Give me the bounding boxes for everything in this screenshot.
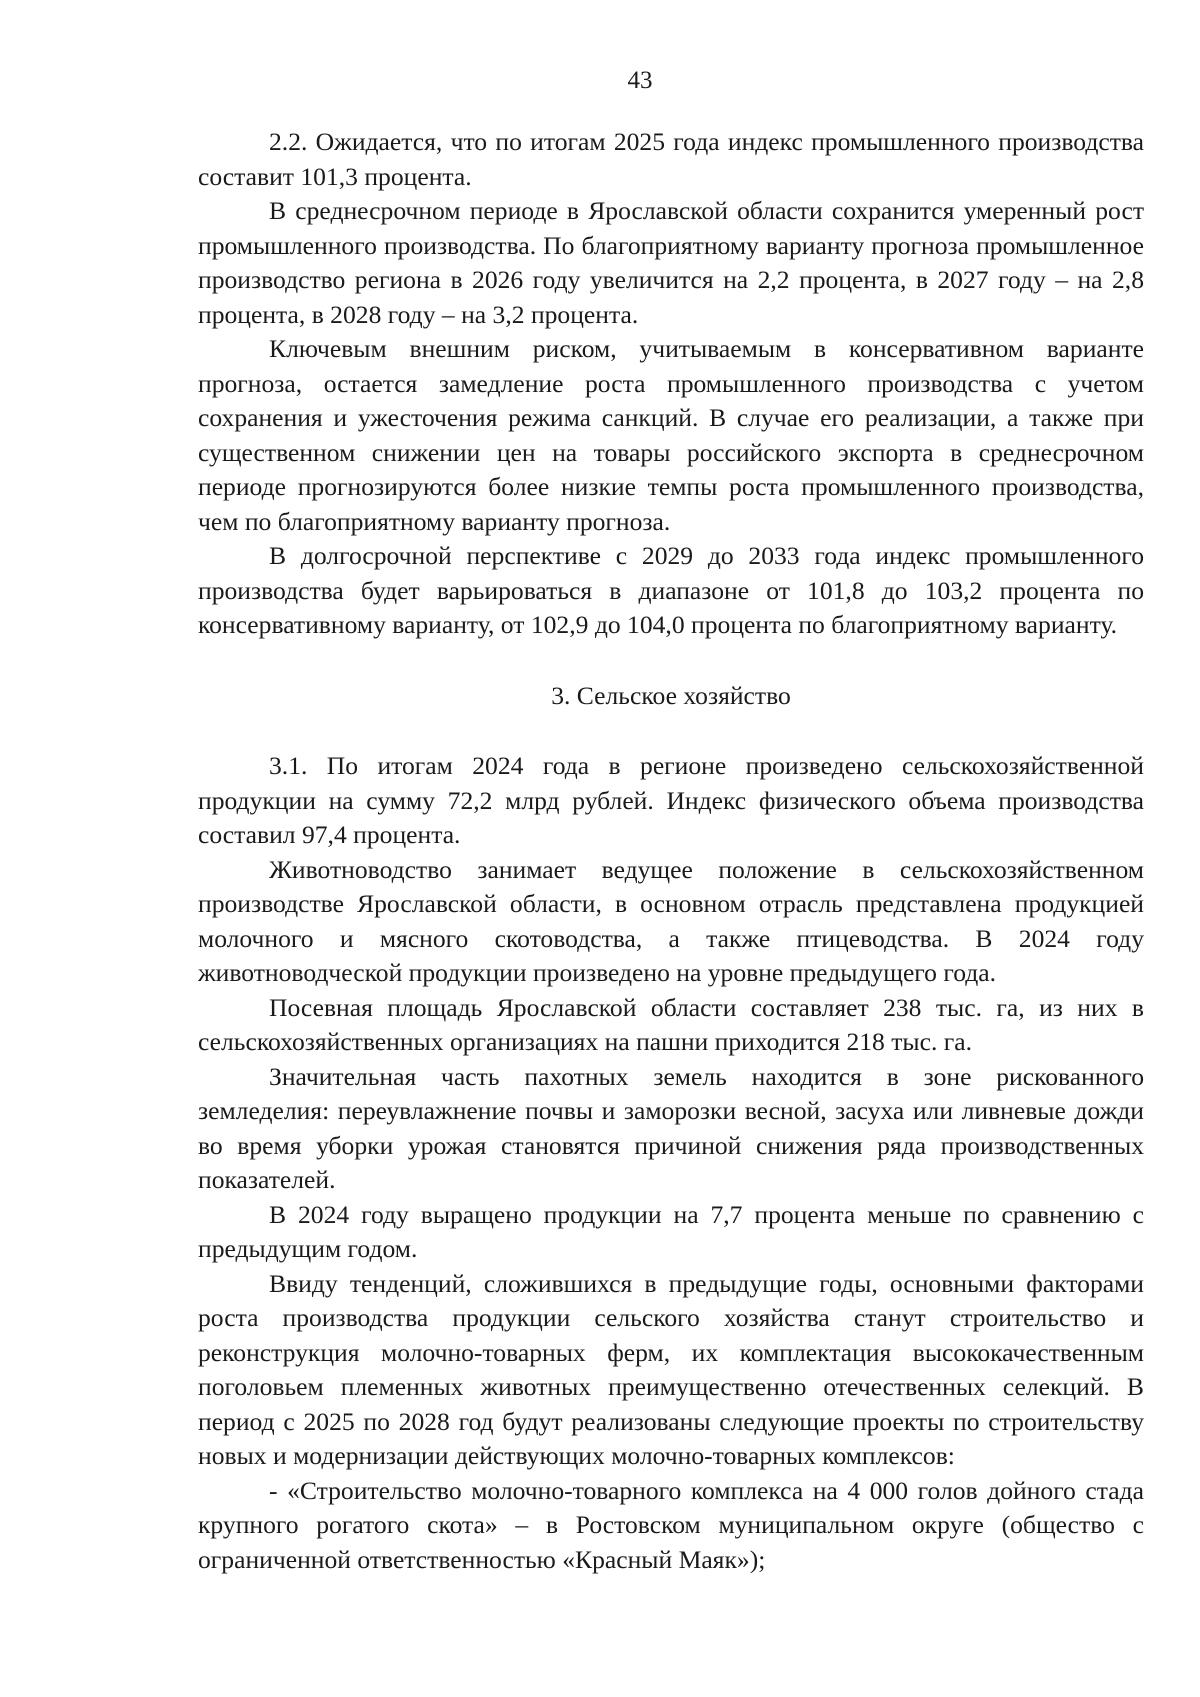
paragraph-sown-area: Посевная площадь Ярославской области составляет 238 тыс. га, из них в сельскохозяйственных организациях на пашни приходится 218 тыс. га.	[198, 992, 1144, 1056]
list-item-project: - «Строительство молочно-товарного комплекса на 4 000 голов дойного стада крупного рогатого скота» – в Ростовском муниципальном округе (общество с ограниченной ответственностью «Красный Маяк»);	[198, 1475, 1144, 1574]
paragraph-crop-output: В 2024 году выращено продукции на 7,7 процента меньше по сравнению с предыдущим годом.	[198, 1199, 1144, 1263]
page-number: 43	[627, 67, 653, 94]
paragraph-medium-term-outlook: В среднесрочном периоде в Ярославской области сохранится умеренный рост промышленного производства. По благоприятному варианту прогноза промышленное производство региона в 2026 году увеличится на 2,2 процента, в 2027 году – на 2,8 процента, в 2028 году – на 3,2 процента.	[198, 196, 1144, 329]
paragraph-livestock: Животноводство занимает ведущее положение в сельскохозяйственном производстве Ярославской области, в основном отрасль представлена продукцией молочного и мясного скотоводства, а также птицеводства. В 2024 году животноводческой продукции произведено на уровне предыдущего года.	[198, 854, 1144, 987]
paragraph-long-term-outlook: В долгосрочной перспективе с 2029 до 2033 года индекс промышленного производства будет варьироваться в диапазоне от 101,8 до 103,2 процента по консервативному варианту, от 102,9 до 104,0 процента по благоприятному варианту.	[198, 541, 1144, 639]
section-heading-agriculture: 3. Сельское хозяйство	[551, 680, 791, 710]
paragraph-2-2: 2.2. Ожидается, что по итогам 2025 года индекс промышленного производства составит 101,3 процента.	[198, 127, 1144, 191]
paragraph-growth-factors: Ввиду тенденций, сложившихся в предыдущие годы, основными факторами роста производства продукции сельского хозяйства станут строительство и реконструкция молочно-товарных ферм, их комплектация высококачественным поголовьем племенных животных преимущественно отечественных селекций. В период с 2025 по 2028 год будут реализованы следующие проекты по строительству новых и модернизации действующих молочно-товарных комплексов:	[198, 1268, 1144, 1470]
paragraph-risky-farming: Значительная часть пахотных земель находится в зоне рискованного земледелия: переувлажнение почвы и заморозки весной, засуха или ливневые дожди во время уборки урожая становятся причиной снижения ряда производственных показателей.	[198, 1061, 1144, 1194]
document-body	[198, 125, 1144, 1577]
paragraph-3-1: 3.1. По итогам 2024 года в регионе произведено сельскохозяйственной продукции на сумму 72,2 млрд рублей. Индекс физического объема производства составил 97,4 процента.	[198, 751, 1144, 849]
paragraph-key-risk: Ключевым внешним риском, учитываемым в консервативном варианте прогноза, остается замедление роста промышленного производства с учетом сохранения и ужесточения режима санкций. В случае его реализации, а также при существенном снижении цен на товары российского экспорта в среднесрочном периоде прогнозируются более низкие темпы роста промышленного производства, чем по благоприятному варианту прогноза.	[198, 334, 1144, 536]
